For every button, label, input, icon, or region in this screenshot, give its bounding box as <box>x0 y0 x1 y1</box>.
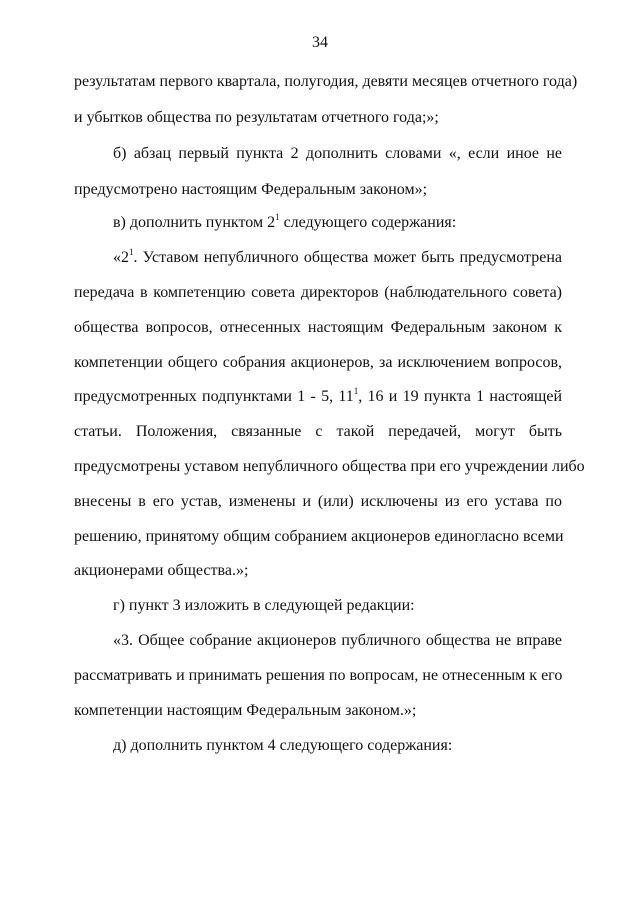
text-line-17: «3. Общее собрание акционеров публичного общества не вправе <box>113 632 562 649</box>
text-line-10-part-1: предусмотренных подпунктами 1 - 5, 11 <box>74 388 354 405</box>
text-line-6-part-2: . Уставом непубличного общества может быть предусмотрена <box>133 249 562 266</box>
text-line-1: результатам первого квартала, полугодия, девяти месяцев отчетного года) <box>74 73 578 90</box>
text-line-4: предусмотрено настоящим Федеральным законом»; <box>74 181 428 198</box>
text-line-10-part-2: , 16 и 19 пункта 1 настоящей <box>358 388 563 405</box>
text-line-19: компетенции настоящим Федеральным законом.»; <box>74 702 417 719</box>
text-line-7: передача в компетенцию совета директоров (наблюдательного совета) <box>74 284 562 301</box>
text-line-10 <box>74 387 562 407</box>
text-line-13: внесены в его устав, изменены и (или) исключены из его устава по <box>74 493 562 510</box>
text-line-16: г) пункт 3 изложить в следующей редакции: <box>113 597 415 614</box>
text-line-18: рассматривать и принимать решения по вопросам, не отнесенным к его <box>74 667 563 684</box>
page-number: 34 <box>312 34 328 51</box>
text-line-11: статьи. Положения, связанные с такой передачей, могут быть <box>74 423 562 440</box>
text-line-15: акционерами общества.»; <box>74 562 249 579</box>
text-line-3: б) абзац первый пункта 2 дополнить словами «, если иное не <box>113 145 562 162</box>
text-line-5 <box>113 213 562 233</box>
text-line-2: и убытков общества по результатам отчетного года;»; <box>74 109 439 126</box>
text-line-12: предусмотрены уставом непубличного общества при его учреждении либо <box>74 458 585 475</box>
text-line-9: компетенции общего собрания акционеров, за исключением вопросов, <box>74 354 562 371</box>
text-line-20: д) дополнить пунктом 4 следующего содержания: <box>113 737 453 754</box>
text-line-8: общества вопросов, отнесенных настоящим Федеральным законом к <box>74 319 562 336</box>
text-line-6-part-1: «2 <box>113 249 129 266</box>
superscript: 1 <box>353 386 359 396</box>
superscript: 1 <box>129 247 134 257</box>
text-line-14: решению, принятому общим собранием акционеров единогласно всеми <box>74 528 564 545</box>
text-line-5-part-1: в) дополнить пунктом 2 <box>113 214 276 231</box>
text-line-6 <box>113 248 562 268</box>
superscript: 1 <box>275 212 280 222</box>
text-line-5-part-2: следующего содержания: <box>279 214 457 231</box>
